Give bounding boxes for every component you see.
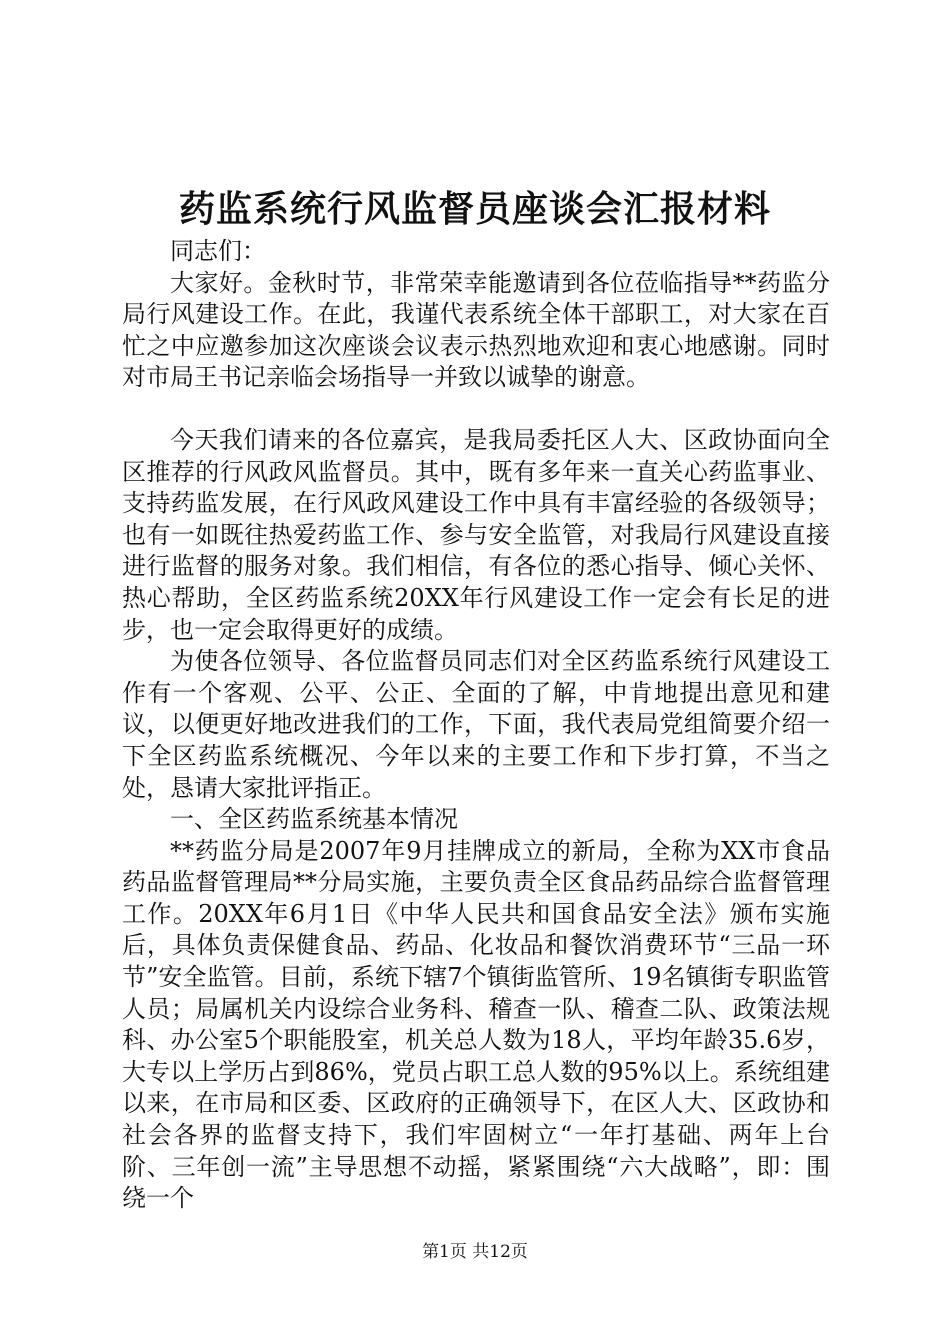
guests-paragraph: 今天我们请来的各位嘉宾，是我局委托区人大、区政协面向全区推荐的行风政风监督员。其中，既有多年来一直关心药监事业、支持药监发展，在行风政风建设工作中具有丰富经验的各级领导；也有一如既往热爱药监工作、参与安全监管，对我局行风建设直接进行监督的服务对象。我们相信，有各位的悉心指导、倾心关怀、热心帮助，全区药监系统20XX年行风建设工作一定会有长足的进步，也一定会取得更好的成绩。 [122,425,830,644]
overview-paragraph: **药监分局是2007年9月挂牌成立的新局，全称为XX市食品药品监督管理局**分局实施，主要负责全区食品药品综合监督管理工作。20XX年6月1日《中华人民共和国食品安全法》颁布实施后，具体负责保健食品、药品、化妆品和餐饮消费环节“三品一环节”安全监管。目前，系统下辖7个镇街监管所、19名镇街专职监管人员；局属机关内设综合业务科、稽查一队、稽查二队、政策法规科、办公室5个职能股室，机关总人数为18人，平均年龄35.6岁，大专以上学历占到86%，党员占职工总人数的95%以上。系统组建以来，在市局和区委、区政府的正确领导下，在区人大、区政协和社会各界的监督支持下，我们牢固树立“一年打基础、两年上台阶、三年创一流”主导思想不动摇，紧紧围绕“六大战略”，即：围绕一个 [122,836,830,1213]
greeting-paragraph: 大家好。金秋时节，非常荣幸能邀请到各位莅临指导**药监分局行风建设工作。在此，我谨代表系统全体干部职工，对大家在百忙之中应邀参加这次座谈会议表示热烈地欢迎和衷心地感谢。同时对市局王书记亲临会场指导一并致以诚挚的谢意。 [122,268,830,392]
section-heading: 一、全区药监系统基本情况 [170,805,458,834]
document-body [122,236,830,1215]
document-title: 药监系统行风监督员座谈会汇报材料 [178,188,771,230]
salutation-paragraph: 同志们： [170,237,266,265]
page-footer: 第1页 共12页 [422,1242,528,1262]
purpose-paragraph: 为使各位领导、各位监督员同志们对全区药监系统行风建设工作有一个客观、公平、公正、全面的了解，中肯地提出意见和建议，以便更好地改进我们的工作，下面，我代表局党组简要介绍一下全区药监系统概况、今年以来的主要工作和下步打算，不当之处，恳请大家批评指正。 [122,647,830,802]
